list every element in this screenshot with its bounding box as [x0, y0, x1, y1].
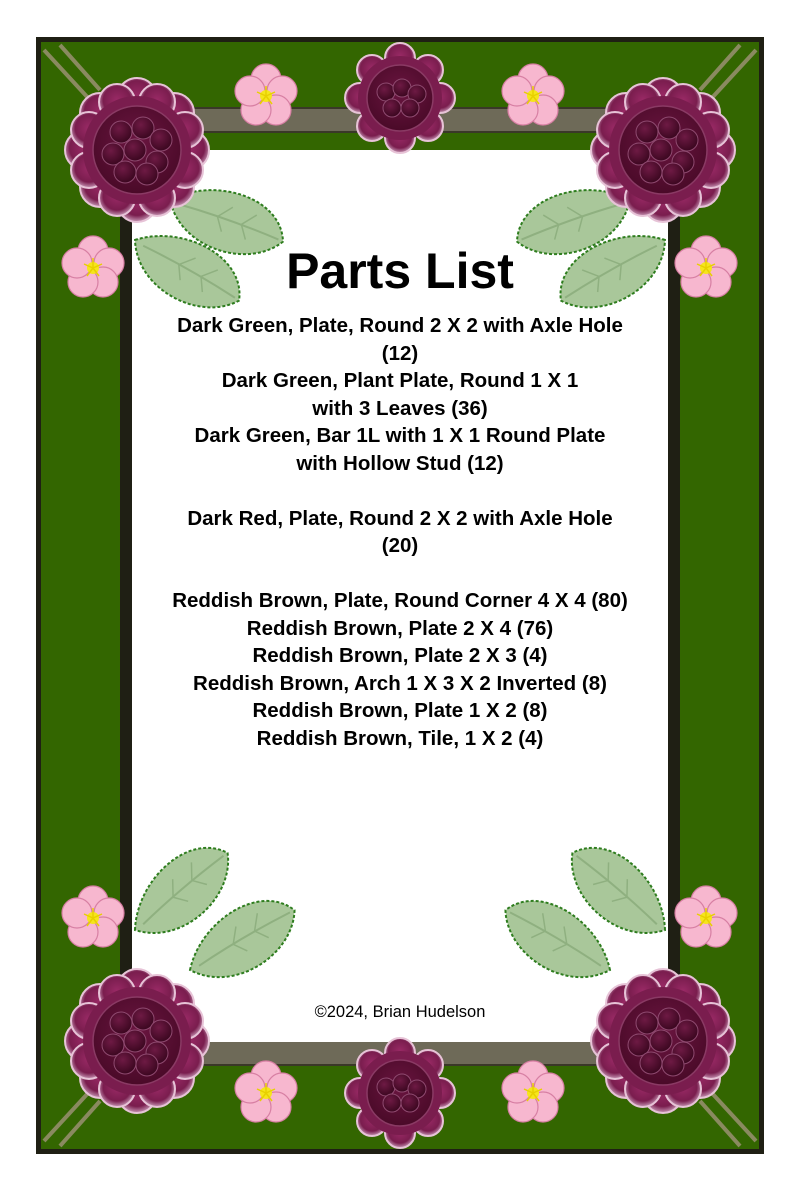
blackberry-icon — [345, 1038, 455, 1148]
part-line: Dark Green, Plant Plate, Round 1 X 1 — [221, 369, 579, 392]
blackberry-icon — [65, 969, 209, 1113]
part-line: Reddish Brown, Plate 2 X 3 (4) — [252, 644, 548, 667]
part-line: Dark Green, Plate, Round 2 X 2 with Axle Hole — [177, 314, 623, 337]
part-line: Dark Green, Bar 1L with 1 X 1 Round Plate — [194, 424, 606, 447]
part-line: Reddish Brown, Plate 1 X 2 (8) — [252, 699, 548, 722]
blackberry-icon — [591, 78, 735, 222]
part-line: with Hollow Stud (12) — [296, 451, 504, 475]
copyright-notice: ©2024, Brian Hudelson — [314, 1003, 486, 1021]
part-line: Reddish Brown, Plate 2 X 4 (76) — [246, 616, 554, 640]
blackberry-icon — [591, 969, 735, 1113]
parts-group-dark-red — [130, 505, 670, 560]
part-line: with 3 Leaves (36) — [312, 396, 488, 420]
group-spacer — [130, 477, 670, 505]
part-line: (12) — [381, 341, 419, 365]
part-line: Reddish Brown, Plate, Round Corner 4 X 4 (80) — [172, 589, 628, 612]
blackberry-icon — [65, 78, 209, 222]
page-title: Parts List — [286, 243, 514, 299]
parts-list-panel — [130, 240, 670, 752]
part-line: Reddish Brown, Tile, 1 X 2 (4) — [256, 726, 544, 750]
part-line: (20) — [381, 534, 419, 557]
part-line: Reddish Brown, Arch 1 X 3 X 2 Inverted (8) — [193, 671, 607, 695]
group-spacer — [130, 560, 670, 588]
parts-group-dark-green — [130, 312, 670, 477]
part-line: Dark Red, Plate, Round 2 X 2 with Axle Hole — [187, 506, 613, 530]
parts-group-reddish-brown — [130, 587, 670, 752]
blackberry-icon — [345, 43, 455, 153]
